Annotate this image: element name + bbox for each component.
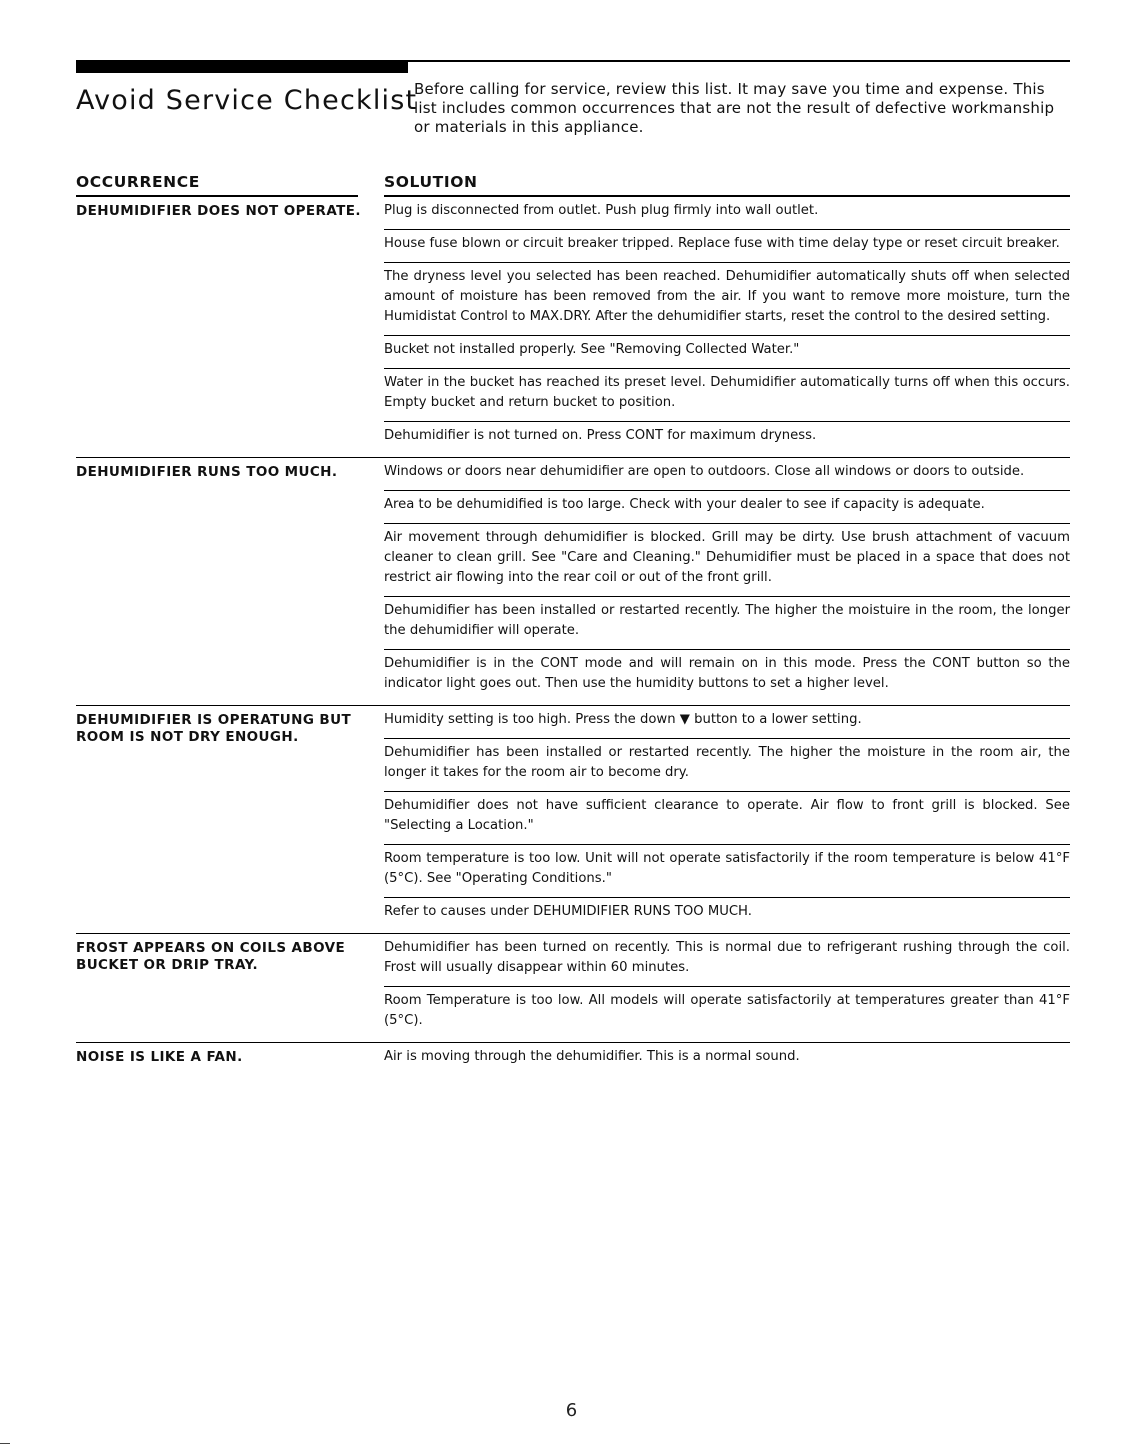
solution-item: Plug is disconnected from outlet. Push plug firmly into wall outlet. — [384, 203, 819, 218]
solution-item: Bucket not installed properly. See "Removing Collected Water." — [384, 335, 1070, 368]
occurrence-label: DEHUMIDIFIER IS OPERATUNG BUT ROOM IS NOT DRY ENOUGH. — [76, 712, 352, 745]
solution-item: Dehumidifier is not turned on. Press CONT for maximum dryness. — [384, 421, 1070, 457]
header-rule-thin — [408, 60, 1070, 62]
occurrence-label: DEHUMIDIFIER RUNS TOO MUCH. — [76, 464, 338, 480]
solution-item: Dehumidifier does not have sufficient clearance to operate. Air flow to front grill is blocked. See "Selecting a Location." — [384, 791, 1070, 844]
occurrence-label: DEHUMIDIFIER DOES NOT OPERATE. — [76, 203, 361, 219]
solution-list — [384, 934, 1070, 1042]
solution-item: Water in the bucket has reached its preset level. Dehumidifier automatically turns off when this occurs. Empty bucket and return bucket to position. — [384, 368, 1070, 421]
solution-item: Dehumidifier has been installed or restarted recently. The higher the moisture in the room air, the longer it takes for the room air to become dry. — [384, 738, 1070, 791]
solution-item: House fuse blown or circuit breaker tripped. Replace fuse with time delay type or reset circuit breaker. — [384, 229, 1070, 262]
solution-item: Dehumidifier has been installed or restarted recently. The higher the moistuire in the room, the longer the dehumidifier will operate. — [384, 596, 1070, 649]
checklist-group — [76, 933, 1070, 1042]
solution-item: Area to be dehumidified is too large. Check with your dealer to see if capacity is adequate. — [384, 490, 1070, 523]
occurrence-column-header: OCCURRENCE — [76, 173, 200, 191]
solution-item: Refer to causes under DEHUMIDIFIER RUNS TOO MUCH. — [384, 897, 1070, 933]
column-headers — [76, 172, 1070, 194]
checklist-group — [76, 1042, 1070, 1078]
solution-item: Windows or doors near dehumidifier are open to outdoors. Close all windows or doors to outside. — [384, 464, 1025, 479]
page-number: 6 — [565, 1400, 578, 1421]
scan-corner-mark — [0, 1443, 10, 1444]
page-title: Avoid Service Checklist — [76, 85, 418, 116]
checklist-group — [76, 457, 1070, 705]
solution-list — [384, 197, 1070, 457]
occurrence-label: FROST APPEARS ON COILS ABOVE BUCKET OR DRIP TRAY. — [76, 940, 346, 973]
header-rule-thick — [76, 60, 408, 73]
checklist-table — [76, 197, 1070, 1078]
solution-list — [384, 1043, 1070, 1078]
solution-list — [384, 706, 1070, 933]
solution-item: Dehumidifier is in the CONT mode and will remain on in this mode. Press the CONT button so the indicator light goes out. Then use the humidity buttons to set a higher level. — [384, 649, 1070, 705]
checklist-group — [76, 197, 1070, 457]
solution-list — [384, 458, 1070, 705]
intro-paragraph: Before calling for service, review this list. It may save you time and expense. This list includes common occurrences that are not the result of defective workmanship or materials in this appliance. — [414, 80, 1055, 136]
solution-item: Room Temperature is too low. All models will operate satisfactorily at temperatures greater than 41°F (5°C). — [384, 986, 1070, 1042]
solution-item: Air is moving through the dehumidifier. This is a normal sound. — [384, 1049, 800, 1064]
occurrence-label: NOISE IS LIKE A FAN. — [76, 1049, 243, 1065]
solution-column-header: SOLUTION — [384, 173, 478, 191]
solution-item: Air movement through dehumidifier is blocked. Grill may be dirty. Use brush attachment of vacuum cleaner to clean grill. See "Care and Cleaning." Dehumidifier must be placed in a space that does not restrict air flowing into the rear coil or out of the front grill. — [384, 523, 1070, 596]
solution-item: Humidity setting is too high. Press the down ▼ button to a lower setting. — [384, 712, 862, 727]
solution-item: Dehumidifier has been turned on recently. This is normal due to refrigerant rushing through the coil. Frost will usually disappear within 60 minutes. — [384, 940, 1070, 975]
solution-item: The dryness level you selected has been reached. Dehumidifier automatically shuts off when selected amount of moisture has been removed from the air. If you want to remove more moisture, turn the Humidistat Control to MAX.DRY. After the dehumidifier starts, reset the control to the desired setting. — [384, 262, 1070, 335]
solution-item: Room temperature is too low. Unit will not operate satisfactorily if the room temperature is below 41°F (5°C). See "Operating Conditions." — [384, 844, 1070, 897]
checklist-group — [76, 705, 1070, 933]
